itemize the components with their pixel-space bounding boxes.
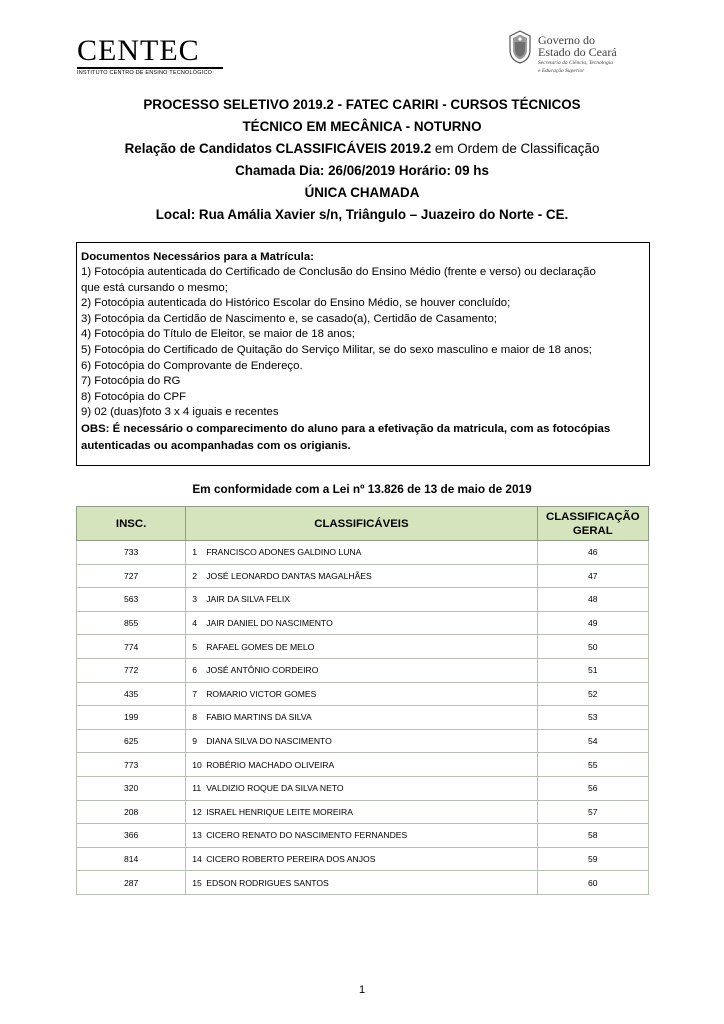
cell-classificavel [186,729,537,753]
cell-insc: 208 [77,800,186,824]
documents-obs-line-2: autenticadas ou acompanhadas com os origianis. [81,439,351,452]
document-item: 6) Fotocópia do Comprovante de Endereço. [81,359,303,372]
document-item: 5) Fotocópia do Certificado de Quitação do Serviço Militar, se do sexo masculino e maior de 18 anos; [81,343,592,356]
title-course: TÉCNICO EM MECÂNICA - NOTURNO [242,119,482,134]
table-row [77,564,649,588]
cell-insc: 773 [77,753,186,777]
cell-insc: 320 [77,776,186,800]
cell-insc: 435 [77,682,186,706]
table-row [77,658,649,682]
header-class-geral-line-2: GERAL [572,524,613,537]
cell-rank: 4 [192,618,197,629]
document-item: 4) Fotocópia do Título de Eleitor, se maior de 18 anos; [81,328,355,341]
table-body [77,541,649,895]
cell-classificavel [186,658,537,682]
cell-class-geral: 60 [537,871,648,895]
table-row [77,824,649,848]
cell-candidate-name: JAIR DA SILVA FELIX [206,594,290,605]
cell-candidate-name: JAIR DANIEL DO NASCIMENTO [206,618,333,629]
gov-sub-1: Secretaria da Ciência, Tecnologia [538,60,614,66]
cell-rank: 6 [192,665,197,676]
cell-insc: 287 [77,871,186,895]
cell-candidate-name: FRANCISCO ADONES GALDINO LUNA [206,547,362,558]
cell-rank: 14 [192,854,202,865]
cell-candidate-name: EDSON RODRIGUES SANTOS [206,877,329,888]
cell-classificavel [186,706,537,730]
document-item: 8) Fotocópia do CPF [81,390,187,403]
cell-class-geral: 53 [537,706,648,730]
cell-class-geral: 51 [537,658,648,682]
table-row [77,776,649,800]
cell-classificavel [186,871,537,895]
cell-rank: 8 [192,712,197,723]
cell-class-geral: 55 [537,753,648,777]
title-relation-normal: em Ordem de Classificação [434,141,600,156]
document-item: 7) Fotocópia do RG [81,375,181,388]
title-location: Local: Rua Amália Xavier s/n, Triângulo – Juazeiro do Norte - CE. [155,207,569,222]
cell-classificavel [186,611,537,635]
cell-class-geral: 49 [537,611,648,635]
centec-logo [77,36,227,76]
cell-insc: 366 [77,824,186,848]
cell-class-geral: 52 [537,682,648,706]
cell-insc: 733 [77,541,186,565]
cell-insc: 199 [77,706,186,730]
documents-obs-line-1: OBS: É necessário o comparecimento do aluno para a efetivação da matricula, com as fotocópias [81,422,611,435]
cell-classificavel [186,776,537,800]
cell-candidate-name: JOSÉ LEONARDO DANTAS MAGALHÃES [206,570,372,581]
header-insc: INSC. [77,507,186,541]
table-row [77,635,649,659]
cell-classificavel [186,564,537,588]
government-logo [508,30,658,74]
centec-logo-text: CENTEC [77,34,200,67]
cell-insc: 774 [77,635,186,659]
cell-class-geral: 46 [537,541,648,565]
cell-rank: 12 [192,806,202,817]
cell-classificavel [186,588,537,612]
title-process: PROCESSO SELETIVO 2019.2 - FATEC CARIRI - CURSOS TÉCNICOS [143,97,581,112]
table-row [77,588,649,612]
cell-rank: 9 [192,736,197,747]
cell-candidate-name: FABIO MARTINS DA SILVA [206,712,312,723]
cell-insc: 855 [77,611,186,635]
cell-insc: 772 [77,658,186,682]
cell-classificavel [186,824,537,848]
cell-candidate-name: ISRAEL HENRIQUE LEITE MOREIRA [206,806,353,817]
header-class-geral [537,507,648,541]
cell-insc: 814 [77,847,186,871]
cell-candidate-name: RAFAEL GOMES DE MELO [206,641,315,652]
cell-class-geral: 50 [537,635,648,659]
cell-rank: 10 [192,759,202,770]
cell-rank: 1 [192,547,197,558]
cell-rank: 5 [192,641,197,652]
table-row [77,800,649,824]
cell-classificavel [186,847,537,871]
cell-candidate-name: ROMARIO VICTOR GOMES [206,688,317,699]
cell-classificavel [186,635,537,659]
cell-candidate-name: CICERO RENATO DO NASCIMENTO FERNANDES [206,830,408,841]
cell-insc: 727 [77,564,186,588]
title-single-call: ÚNICA CHAMADA [304,185,420,200]
cell-rank: 7 [192,688,197,699]
document-item: 2) Fotocópia autenticada do Histórico Escolar do Ensino Médio, se houver concluído; [81,297,511,310]
table-row [77,682,649,706]
title-relation [0,138,724,160]
header-classificaveis: CLASSIFICÁVEIS [186,507,537,541]
cell-class-geral: 56 [537,776,648,800]
cell-candidate-name: VALDIZIO ROQUE DA SILVA NETO [206,783,344,794]
ceara-seal-icon [508,30,532,64]
documents-box [76,242,650,466]
title-call-date: Chamada Dia: 26/06/2019 Horário: 09 hs [235,163,489,178]
cell-class-geral: 47 [537,564,648,588]
gov-sub-2: e Educação Superior [538,68,585,74]
title-relation-bold: Relação de Candidatos CLASSIFICÁVEIS 2019.2 [124,141,435,156]
table-row [77,871,649,895]
cell-class-geral: 58 [537,824,648,848]
table-row [77,611,649,635]
classification-table [76,506,649,895]
table-header-row [77,507,649,541]
law-note: Em conformidade com a Lei nº 13.826 de 13 de maio de 2019 [192,482,532,496]
gov-line-2: Estado do Ceará [538,45,617,59]
centec-logo-subtitle: INSTITUTO CENTRO DE ENSINO TECNOLÓGICO [77,70,213,76]
cell-rank: 3 [192,594,197,605]
cell-class-geral: 48 [537,588,648,612]
centec-logo-rule [77,67,223,69]
cell-class-geral: 59 [537,847,648,871]
cell-rank: 2 [192,570,197,581]
cell-candidate-name: ROBÉRIO MACHADO OLIVEIRA [206,759,335,770]
cell-rank: 13 [192,830,202,841]
cell-class-geral: 54 [537,729,648,753]
cell-rank: 11 [192,783,202,794]
documents-heading: Documentos Necessários para a Matrícula: [81,251,314,263]
cell-classificavel [186,541,537,565]
document-item: 3) Fotocópia da Certidão de Nascimento e, se casado(a), Certidão de Casamento; [81,312,497,325]
table-row [77,541,649,565]
header-class-geral-line-1: CLASSIFICAÇÃO [545,510,640,523]
document-item: que está cursando o mesmo; [81,281,228,294]
gov-line-1: Governo do [538,33,595,47]
cell-rank: 15 [192,877,202,888]
cell-candidate-name: DIANA SILVA DO NASCIMENTO [206,736,332,747]
document-item: 1) Fotocópia autenticada do Certificado de Conclusão do Ensino Médio (frente e verso) ou declaração [81,266,596,278]
cell-classificavel [186,800,537,824]
table-row [77,706,649,730]
cell-insc: 563 [77,588,186,612]
table-row [77,847,649,871]
cell-class-geral: 57 [537,800,648,824]
table-row [77,729,649,753]
cell-candidate-name: JOSÉ ANTÔNIO CORDEIRO [206,665,319,676]
cell-candidate-name: CICERO ROBERTO PEREIRA DOS ANJOS [206,854,376,865]
page-number: 1 [358,984,366,996]
cell-insc: 625 [77,729,186,753]
document-item: 9) 02 (duas)foto 3 x 4 iguais e recentes [81,406,279,419]
document-titles [0,94,724,226]
cell-classificavel [186,682,537,706]
government-text [538,34,617,74]
cell-classificavel [186,753,537,777]
table-row [77,753,649,777]
